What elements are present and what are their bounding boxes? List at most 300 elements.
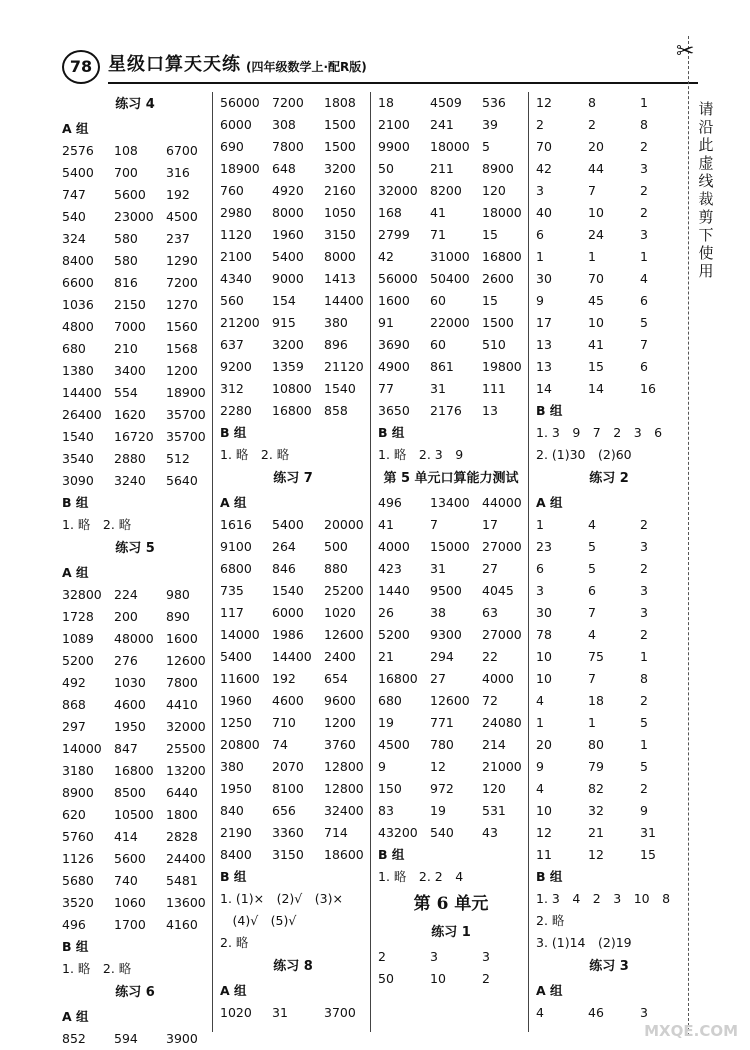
answer-cell: 1540 [324, 381, 356, 396]
answer-row [378, 180, 524, 202]
answer-cell: 1500 [324, 139, 356, 154]
answer-cell: 423 [378, 561, 402, 576]
answer-cell: 10 [536, 803, 552, 818]
answer-cell: 14400 [272, 649, 312, 664]
answer-row [378, 334, 524, 356]
answer-cell: 540 [62, 209, 86, 224]
answer-cell: 9500 [430, 583, 462, 598]
answer-row [536, 312, 682, 334]
answer-cell: 24400 [166, 851, 206, 866]
answer-cell: 45 [588, 293, 604, 308]
answer-cell: 12800 [324, 781, 364, 796]
answer-row [62, 404, 208, 426]
answer-cell: 1540 [272, 583, 304, 598]
watermark: MXQE.COM [644, 1022, 738, 1040]
answer-cell: 8 [588, 95, 596, 110]
answer-cell: 1600 [378, 293, 410, 308]
answer-row [378, 800, 524, 822]
answer-line: 1. 3 9 7 2 3 6 [536, 425, 663, 440]
answer-row [220, 822, 366, 844]
group-label: A 组 [536, 495, 563, 510]
answer-cell: 44000 [482, 495, 522, 510]
answer-cell: 26 [378, 605, 394, 620]
answer-cell: 2600 [482, 271, 514, 286]
answer-cell: 680 [378, 693, 402, 708]
answer-cell: 1800 [166, 807, 198, 822]
answer-row [220, 290, 366, 312]
answer-cell: 1440 [378, 583, 410, 598]
answer-column-2 [220, 92, 366, 1024]
answer-cell: 2 [640, 561, 648, 576]
answer-cell: 56000 [220, 95, 260, 110]
section-heading: 练习 2 [589, 471, 629, 486]
answer-cell: 780 [430, 737, 454, 752]
answer-cell: 4160 [166, 917, 198, 932]
answer-cell: 1030 [114, 675, 146, 690]
answer-cell: 3200 [324, 161, 356, 176]
answer-cell: 32000 [166, 719, 206, 734]
answer-line: 2. 略 [536, 913, 565, 928]
answer-cell: 816 [114, 275, 138, 290]
answer-cell: 19800 [482, 359, 522, 374]
answer-row [62, 382, 208, 404]
answer-row [378, 536, 524, 558]
answer-cell: 3650 [378, 403, 410, 418]
answer-cell: 200 [114, 609, 138, 624]
column-divider [212, 92, 213, 1032]
answer-row [378, 378, 524, 400]
answer-cell: 42 [536, 161, 552, 176]
answer-cell: 120 [482, 781, 506, 796]
answer-cell: 654 [324, 671, 348, 686]
answer-row [62, 316, 208, 338]
answer-row [220, 246, 366, 268]
answer-cell: 1 [536, 715, 544, 730]
answer-cell: 9200 [220, 359, 252, 374]
answer-cell: 4 [588, 517, 596, 532]
answer-cell: 18000 [482, 205, 522, 220]
answer-cell: 1620 [114, 407, 146, 422]
group-label: A 组 [220, 983, 247, 998]
answer-cell: 620 [62, 807, 86, 822]
answer-row [62, 738, 208, 760]
answer-cell: 2 [640, 627, 648, 642]
answer-row [536, 1002, 682, 1024]
answer-cell: 12600 [324, 627, 364, 642]
answer-row [536, 268, 682, 290]
answer-cell: 13 [482, 403, 498, 418]
answer-cell: 6 [536, 227, 544, 242]
answer-cell: 80 [588, 737, 604, 752]
answer-cell: 1 [640, 95, 648, 110]
group-label: B 组 [220, 425, 247, 440]
answer-row [378, 114, 524, 136]
answer-cell: 7200 [272, 95, 304, 110]
answer-row [536, 734, 682, 756]
answer-cell: 2190 [220, 825, 252, 840]
answer-cell: 9 [378, 759, 386, 774]
answer-row [220, 558, 366, 580]
answer-cell: 1500 [482, 315, 514, 330]
answer-cell: 18 [588, 693, 604, 708]
answer-row [62, 870, 208, 892]
answer-cell: 31 [640, 825, 656, 840]
answer-cell: 3520 [62, 895, 94, 910]
answer-row [378, 946, 524, 968]
answer-row [378, 756, 524, 778]
answer-cell: 18900 [166, 385, 206, 400]
answer-row [220, 844, 366, 866]
answer-row [220, 800, 366, 822]
answer-row [378, 92, 524, 114]
answer-cell: 18600 [324, 847, 364, 862]
answer-cell: 13200 [166, 763, 206, 778]
answer-cell: 8000 [272, 205, 304, 220]
answer-cell: 1413 [324, 271, 356, 286]
answer-cell: 4920 [272, 183, 304, 198]
unit-heading: 第 6 单元 [413, 894, 489, 914]
answer-cell: 4340 [220, 271, 252, 286]
answer-row [536, 602, 682, 624]
group-label: B 组 [62, 939, 89, 954]
answer-row [220, 712, 366, 734]
answer-cell: 7800 [272, 139, 304, 154]
answer-cell: 6000 [220, 117, 252, 132]
answer-cell: 8500 [114, 785, 146, 800]
answer-row [378, 356, 524, 378]
group-label: A 组 [536, 983, 563, 998]
answer-cell: 1950 [114, 719, 146, 734]
answer-cell: 1089 [62, 631, 94, 646]
answer-row [220, 646, 366, 668]
answer-column-1 [62, 92, 208, 1050]
answer-cell: 8 [640, 671, 648, 686]
answer-row [220, 136, 366, 158]
answer-cell: 1036 [62, 297, 94, 312]
answer-cell: 972 [430, 781, 454, 796]
section-heading: 练习 4 [115, 97, 155, 112]
answer-cell: 2150 [114, 297, 146, 312]
answer-row [62, 848, 208, 870]
answer-row [220, 334, 366, 356]
answer-cell: 15000 [430, 539, 470, 554]
answer-cell: 56000 [378, 271, 418, 286]
answer-cell: 2828 [166, 829, 198, 844]
answer-row [220, 514, 366, 536]
answer-cell: 10 [536, 649, 552, 664]
answer-cell: 2 [588, 117, 596, 132]
answer-cell: 21000 [482, 759, 522, 774]
group-label: B 组 [536, 869, 563, 884]
answer-cell: 380 [324, 315, 348, 330]
answer-row [536, 646, 682, 668]
answer-column-4 [536, 92, 682, 1024]
answer-cell: 21 [588, 825, 604, 840]
section-heading: 练习 8 [273, 959, 313, 974]
answer-row [536, 756, 682, 778]
answer-cell: 1380 [62, 363, 94, 378]
answer-cell: 8900 [482, 161, 514, 176]
group-label: A 组 [220, 495, 247, 510]
answer-cell: 19 [378, 715, 394, 730]
answer-cell: 3150 [324, 227, 356, 242]
answer-cell: 15 [640, 847, 656, 862]
answer-row [62, 162, 208, 184]
answer-row [378, 492, 524, 514]
group-label: A 组 [62, 121, 89, 136]
answer-row [220, 1002, 366, 1024]
answer-cell: 2280 [220, 403, 252, 418]
answer-cell: 8200 [430, 183, 462, 198]
answer-cell: 15 [482, 227, 498, 242]
answer-cell: 3700 [324, 1005, 356, 1020]
answer-row [220, 114, 366, 136]
answer-cell: 5400 [272, 249, 304, 264]
answer-cell: 1 [588, 715, 596, 730]
answer-cell: 8 [640, 117, 648, 132]
answer-cell: 21 [378, 649, 394, 664]
answer-cell: 710 [272, 715, 296, 730]
answer-cell: 2799 [378, 227, 410, 242]
answer-cell: 72 [482, 693, 498, 708]
answer-row [378, 624, 524, 646]
answer-cell: 1960 [220, 693, 252, 708]
answer-cell: 3900 [166, 1031, 198, 1046]
answer-cell: 554 [114, 385, 138, 400]
answer-cell: 297 [62, 719, 86, 734]
answer-cell: 3540 [62, 451, 94, 466]
answer-cell: 5 [482, 139, 490, 154]
answer-cell: 24080 [482, 715, 522, 730]
answer-cell: 13 [536, 337, 552, 352]
answer-row [220, 580, 366, 602]
answer-cell: 32 [588, 803, 604, 818]
answer-cell: 264 [272, 539, 296, 554]
answer-cell: 46 [588, 1005, 604, 1020]
answer-cell: 5400 [220, 649, 252, 664]
answer-cell: 13 [536, 359, 552, 374]
answer-cell: 510 [482, 337, 506, 352]
answer-cell: 9300 [430, 627, 462, 642]
page-number-badge: 78 [62, 50, 100, 84]
answer-cell: 32400 [324, 803, 364, 818]
answer-cell: 27000 [482, 627, 522, 642]
answer-cell: 3760 [324, 737, 356, 752]
answer-cell: 4 [536, 1005, 544, 1020]
answer-cell: 4600 [272, 693, 304, 708]
answer-cell: 656 [272, 803, 296, 818]
answer-cell: 2576 [62, 143, 94, 158]
answer-cell: 496 [62, 917, 86, 932]
answer-cell: 840 [220, 803, 244, 818]
answer-cell: 536 [482, 95, 506, 110]
answer-cell: 241 [430, 117, 454, 132]
answer-row [220, 158, 366, 180]
answer-row [62, 294, 208, 316]
answer-cell: 9600 [324, 693, 356, 708]
answer-cell: 1600 [166, 631, 198, 646]
answer-cell: 6440 [166, 785, 198, 800]
answer-cell: 30 [536, 605, 552, 620]
answer-row [220, 224, 366, 246]
answer-cell: 32000 [378, 183, 418, 198]
answer-cell: 9100 [220, 539, 252, 554]
answer-row [536, 92, 682, 114]
answer-cell: 531 [482, 803, 506, 818]
answer-cell: 5 [588, 561, 596, 576]
answer-cell: 14400 [62, 385, 102, 400]
answer-cell: 7 [430, 517, 438, 532]
answer-cell: 79 [588, 759, 604, 774]
answer-row [536, 778, 682, 800]
answer-line: 3. (1)14 (2)19 [536, 935, 632, 950]
answer-cell: 25500 [166, 741, 206, 756]
answer-cell: 31 [430, 381, 446, 396]
answer-cell: 294 [430, 649, 454, 664]
answer-cell: 1020 [220, 1005, 252, 1020]
answer-row [378, 602, 524, 624]
answer-line: 1. 略 2. 略 [62, 961, 132, 976]
answer-cell: 26400 [62, 407, 102, 422]
answer-cell: 17 [482, 517, 498, 532]
answer-cell: 2 [640, 517, 648, 532]
answer-cell: 9900 [378, 139, 410, 154]
answer-row [62, 448, 208, 470]
answer-cell: 747 [62, 187, 86, 202]
header-rule [108, 82, 698, 84]
answer-cell: 17 [536, 315, 552, 330]
answer-cell: 3 [640, 227, 648, 242]
answer-cell: 83 [378, 803, 394, 818]
answer-row [220, 356, 366, 378]
answer-cell: 1700 [114, 917, 146, 932]
answer-row [62, 782, 208, 804]
answer-cell: 7 [588, 671, 596, 686]
answer-cell: 21120 [324, 359, 364, 374]
answer-cell: 5200 [378, 627, 410, 642]
answer-cell: 1568 [166, 341, 198, 356]
answer-cell: 108 [114, 143, 138, 158]
answer-cell: 512 [166, 451, 190, 466]
answer-cell: 13400 [430, 495, 470, 510]
answer-cell: 31 [430, 561, 446, 576]
answer-cell: 2 [640, 139, 648, 154]
answer-cell: 735 [220, 583, 244, 598]
answer-cell: 14 [536, 381, 552, 396]
answer-cell: 880 [324, 561, 348, 576]
answer-row [220, 202, 366, 224]
answer-cell: 2400 [324, 649, 356, 664]
answer-cell: 5640 [166, 473, 198, 488]
answer-line: 2. (1)30 (2)60 [536, 447, 632, 462]
answer-cell: 48000 [114, 631, 154, 646]
answer-row [378, 268, 524, 290]
answer-cell: 7800 [166, 675, 198, 690]
answer-cell: 91 [378, 315, 394, 330]
answer-cell: 237 [166, 231, 190, 246]
answer-cell: 496 [378, 495, 402, 510]
answer-cell: 4000 [378, 539, 410, 554]
answer-cell: 27 [430, 671, 446, 686]
answer-cell: 5600 [114, 187, 146, 202]
answer-cell: 8400 [62, 253, 94, 268]
answer-row [378, 734, 524, 756]
answer-cell: 192 [272, 671, 296, 686]
answer-cell: 18000 [430, 139, 470, 154]
answer-cell: 19 [430, 803, 446, 818]
answer-cell: 6 [588, 583, 596, 598]
answer-cell: 60 [430, 337, 446, 352]
answer-cell: 2980 [220, 205, 252, 220]
answer-row [536, 624, 682, 646]
answer-row [220, 602, 366, 624]
answer-cell: 6 [640, 359, 648, 374]
answer-row [378, 400, 524, 422]
answer-row [62, 826, 208, 848]
answer-cell: 4509 [430, 95, 462, 110]
answer-cell: 15 [482, 293, 498, 308]
answer-row [378, 646, 524, 668]
answer-cell: 1 [640, 649, 648, 664]
answer-cell: 1020 [324, 605, 356, 620]
answer-cell: 4 [536, 693, 544, 708]
answer-row [536, 202, 682, 224]
group-label: B 组 [378, 847, 405, 862]
answer-row [378, 290, 524, 312]
answer-cell: 12 [430, 759, 446, 774]
answer-cell: 896 [324, 337, 348, 352]
answer-cell: 18 [378, 95, 394, 110]
answer-cell: 4900 [378, 359, 410, 374]
answer-cell: 12 [588, 847, 604, 862]
answer-cell: 77 [378, 381, 394, 396]
answer-cell: 2100 [378, 117, 410, 132]
answer-cell: 690 [220, 139, 244, 154]
answer-cell: 120 [482, 183, 506, 198]
answer-cell: 308 [272, 117, 296, 132]
answer-cell: 861 [430, 359, 454, 374]
answer-cell: 2 [640, 693, 648, 708]
answer-row [536, 514, 682, 536]
answer-line: 1. 略 2. 略 [220, 447, 290, 462]
answer-row [62, 804, 208, 826]
answer-cell: 3360 [272, 825, 304, 840]
answer-line: 1. 略 2. 2 4 [378, 869, 464, 884]
answer-row [536, 290, 682, 312]
answer-cell: 3180 [62, 763, 94, 778]
answer-cell: 16800 [378, 671, 418, 686]
answer-row [220, 778, 366, 800]
answer-cell: 63 [482, 605, 498, 620]
answer-cell: 5 [588, 539, 596, 554]
answer-row [62, 426, 208, 448]
answer-row [536, 668, 682, 690]
answer-row [536, 114, 682, 136]
answer-cell: 1126 [62, 851, 94, 866]
answer-cell: 312 [220, 381, 244, 396]
answer-cell: 10800 [272, 381, 312, 396]
answer-cell: 760 [220, 183, 244, 198]
column-divider [528, 92, 529, 1032]
answer-cell: 1 [588, 249, 596, 264]
answer-cell: 2070 [272, 759, 304, 774]
answer-cell: 1540 [62, 429, 94, 444]
answer-row [536, 844, 682, 866]
answer-cell: 7200 [166, 275, 198, 290]
answer-cell: 6 [640, 293, 648, 308]
answer-cell: 8100 [272, 781, 304, 796]
group-label: A 组 [62, 1009, 89, 1024]
